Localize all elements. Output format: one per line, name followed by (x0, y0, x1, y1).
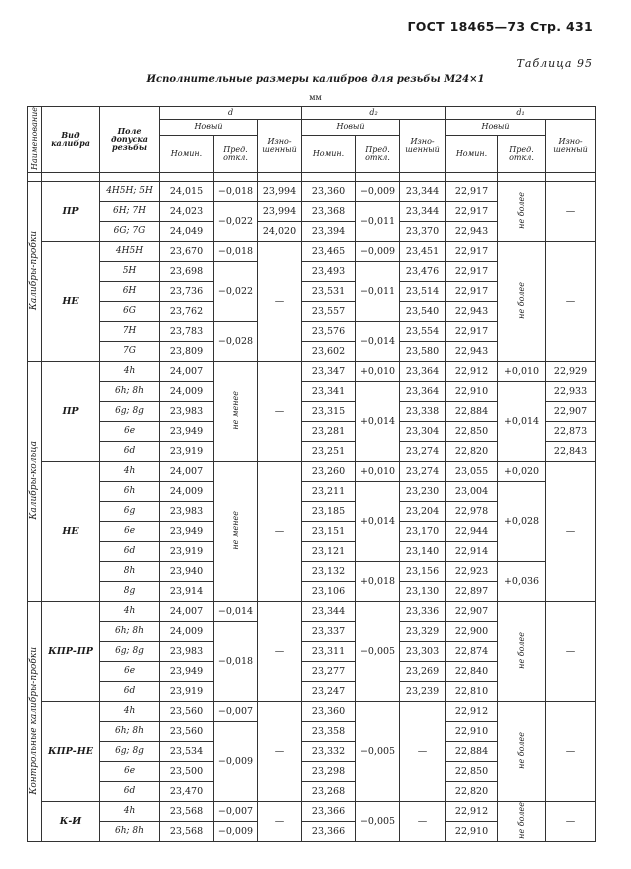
table-cell: 6d (100, 441, 160, 461)
table-cell: — (546, 461, 596, 601)
table-cell: 23,983 (160, 401, 214, 421)
table-cell: 6h; 8h (100, 381, 160, 401)
table-cell: +0,014 (498, 381, 546, 461)
gauge-type: ПР (42, 181, 100, 241)
col-d-new: Новый (160, 120, 258, 136)
table-cell: 22,884 (446, 741, 498, 761)
table-cell (400, 172, 446, 181)
table-cell: — (400, 701, 446, 801)
table-cell: 23,914 (160, 581, 214, 601)
col-gauge-type: Вид калибра (42, 107, 100, 173)
page-title: ГОСТ 18465—73 Стр. 431 (407, 19, 593, 34)
col-d-worn: Изно-шенный (258, 120, 302, 173)
table-cell (498, 172, 546, 181)
table-cell: 23,476 (400, 261, 446, 281)
table-cell: 22,820 (446, 781, 498, 801)
table-row (28, 181, 596, 201)
table-cell: 6h; 8h (100, 822, 160, 842)
table-cell: 23,230 (400, 481, 446, 501)
table-cell: 22,923 (446, 561, 498, 581)
table-cell: 24,009 (160, 481, 214, 501)
table-cell: −0,018 (214, 181, 258, 201)
col-name: Наименование (28, 107, 42, 173)
table-cell: +0,010 (498, 361, 546, 381)
table-cell: 4h (100, 801, 160, 821)
table-cell: 22,910 (446, 381, 498, 401)
table-cell: 22,900 (446, 621, 498, 641)
table-cell: 23,493 (302, 261, 356, 281)
table-cell: 23,949 (160, 661, 214, 681)
table-cell: — (258, 801, 302, 841)
table-cell: 22,840 (446, 661, 498, 681)
note-not-less: не менее (214, 461, 258, 601)
table-cell: — (546, 181, 596, 241)
table-cell (546, 172, 596, 181)
table-cell: −0,014 (214, 601, 258, 621)
table-cell: +0,014 (356, 481, 400, 561)
table-cell: 23,762 (160, 301, 214, 321)
table-cell: 22,820 (446, 441, 498, 461)
note-not-more: не более (498, 701, 546, 801)
table-cell: 23,332 (302, 741, 356, 761)
table-cell: — (546, 701, 596, 801)
table-cell: 23,557 (302, 301, 356, 321)
table-cell: — (258, 601, 302, 701)
col-d: d (160, 107, 302, 120)
col-d1-worn: Изно-шенный (546, 120, 596, 173)
table-cell: 22,917 (446, 261, 498, 281)
table-cell: 6g; 8g (100, 401, 160, 421)
table-cell: 22,843 (546, 441, 596, 461)
col-d2-dev: Пред. откл. (356, 135, 400, 172)
table-cell: 23,540 (400, 301, 446, 321)
table-cell: 23,514 (400, 281, 446, 301)
table-cell: 23,368 (302, 201, 356, 221)
table-cell: 23,268 (302, 781, 356, 801)
table-cell (160, 172, 214, 181)
col-d-nom: Номин. (160, 135, 214, 172)
table-cell: 6h; 8h (100, 721, 160, 741)
table-cell: 23,983 (160, 641, 214, 661)
table-cell: 23,568 (160, 822, 214, 842)
table-cell: 23,370 (400, 221, 446, 241)
table-cell: 22,907 (446, 601, 498, 621)
table-row (28, 361, 596, 381)
table-cell: 24,023 (160, 201, 214, 221)
table-cell: 23,983 (160, 501, 214, 521)
table-cell: 6G (100, 301, 160, 321)
table-cell: — (258, 461, 302, 601)
table-cell: 24,049 (160, 221, 214, 241)
table-cell: −0,028 (214, 321, 258, 361)
table-cell: — (546, 601, 596, 701)
col-d2: d₂ (302, 107, 446, 120)
table-cell: 23,394 (302, 221, 356, 241)
col-d2-new: Новый (302, 120, 400, 136)
table-cell: 24,009 (160, 621, 214, 641)
table-cell: 23,670 (160, 241, 214, 261)
table-cell: 23,337 (302, 621, 356, 641)
col-tolerance: Поле допуска резьбы (100, 107, 160, 173)
table-cell: −0,022 (214, 201, 258, 241)
table-cell: 23,949 (160, 421, 214, 441)
table-cell: 22,943 (446, 301, 498, 321)
table-cell: 23,451 (400, 241, 446, 261)
table-cell (42, 172, 100, 181)
table-cell: 23,329 (400, 621, 446, 641)
table-cell: — (546, 241, 596, 361)
table-cell: 23,156 (400, 561, 446, 581)
table-cell: 23,211 (302, 481, 356, 501)
table-cell: — (546, 801, 596, 841)
table-cell: 4H5H; 5H (100, 181, 160, 201)
col-d1-new: Новый (446, 120, 546, 136)
table-cell: 6g; 8g (100, 741, 160, 761)
note-not-more: не более (498, 241, 546, 361)
table-cell: 23,360 (302, 181, 356, 201)
table-cell: 22,933 (546, 381, 596, 401)
table-cell: 22,907 (546, 401, 596, 421)
table-cell: 23,949 (160, 521, 214, 541)
table-cell: −0,018 (214, 621, 258, 701)
table-cell: 22,912 (446, 801, 498, 821)
table-cell: 23,580 (400, 341, 446, 361)
table-cell: 23,004 (446, 481, 498, 501)
table-cell: 23,298 (302, 761, 356, 781)
table-cell: 22,914 (446, 541, 498, 561)
table-cell: +0,010 (356, 361, 400, 381)
table-cell: 6G; 7G (100, 221, 160, 241)
col-d-dev: Пред. откл. (214, 135, 258, 172)
table-cell: −0,005 (356, 601, 400, 701)
table-cell: +0,010 (356, 461, 400, 481)
table-cell: 23,919 (160, 681, 214, 701)
table-row (28, 561, 596, 581)
table-cell: 23,919 (160, 441, 214, 461)
table-cell: 22,943 (446, 221, 498, 241)
table-cell: 23,554 (400, 321, 446, 341)
table-cell: 23,994 (258, 181, 302, 201)
table-cell: −0,005 (356, 801, 400, 841)
table-cell: 23,132 (302, 561, 356, 581)
table-cell: 23,274 (400, 441, 446, 461)
table-cell: 6d (100, 781, 160, 801)
table-row (28, 381, 596, 401)
table-cell: — (258, 701, 302, 801)
table-cell: −0,009 (214, 822, 258, 842)
table-cell: 24,007 (160, 461, 214, 481)
table-cell: 22,850 (446, 761, 498, 781)
table-cell: 8h (100, 561, 160, 581)
table-cell: 4h (100, 701, 160, 721)
table-row (28, 481, 596, 501)
table-cell: — (258, 241, 302, 361)
table-cell: +0,028 (498, 481, 546, 561)
page-header (0, 19, 631, 39)
table-cell: 22,978 (446, 501, 498, 521)
table-cell: К-И (42, 801, 100, 841)
table-cell: 4H5H (100, 241, 160, 261)
table-cell: 23,994 (258, 201, 302, 221)
table-label: Таблица 95 (516, 57, 593, 70)
table-cell: — (258, 361, 302, 461)
group-label: Калибры-пробки (28, 181, 42, 361)
table-cell: +0,018 (356, 561, 400, 601)
table-cell: 6H; 7H (100, 201, 160, 221)
table-cell: 24,009 (160, 381, 214, 401)
table-cell: 23,185 (302, 501, 356, 521)
table-cell: 6e (100, 421, 160, 441)
table-cell: НЕ (42, 461, 100, 601)
group-label: Калибры-кольца (28, 361, 42, 601)
table-cell (100, 172, 160, 181)
table-cell: 23,311 (302, 641, 356, 661)
table-cell: 23,940 (160, 561, 214, 581)
table-cell: 23,698 (160, 261, 214, 281)
table-row (28, 601, 596, 621)
table-cell: 7G (100, 341, 160, 361)
table-cell: 23,055 (446, 461, 498, 481)
table-cell: 4h (100, 361, 160, 381)
table-cell: НЕ (42, 241, 100, 361)
table-cell: 23,344 (400, 201, 446, 221)
note-not-more: не более (498, 601, 546, 701)
table-cell: 6H (100, 281, 160, 301)
table-cell: 23,338 (400, 401, 446, 421)
table-cell: 23,341 (302, 381, 356, 401)
table-cell: 23,602 (302, 341, 356, 361)
table-cell: +0,036 (498, 561, 546, 601)
table-cell: 23,783 (160, 321, 214, 341)
table-cell: 6h (100, 481, 160, 501)
table-cell: −0,007 (214, 701, 258, 721)
table-cell: — (400, 801, 446, 841)
table-cell: 23,919 (160, 541, 214, 561)
table-cell: 6e (100, 761, 160, 781)
table-cell: 23,344 (400, 181, 446, 201)
table-cell: 22,873 (546, 421, 596, 441)
note-not-more: не более (498, 801, 546, 841)
table-cell: −0,009 (356, 241, 400, 261)
table-cell: 23,366 (302, 801, 356, 821)
table-cell: 22,910 (446, 822, 498, 842)
table-cell: 22,850 (446, 421, 498, 441)
table-cell: 23,360 (302, 701, 356, 721)
table-cell: 24,007 (160, 361, 214, 381)
table-cell: 23,364 (400, 361, 446, 381)
table-cell: КПР-НЕ (42, 701, 100, 801)
table-cell: 4h (100, 601, 160, 621)
table-cell: 23,251 (302, 441, 356, 461)
table-cell: 23,315 (302, 401, 356, 421)
table-cell: −0,011 (356, 261, 400, 321)
table-cell: 24,015 (160, 181, 214, 201)
table-cell: 22,944 (446, 521, 498, 541)
table-cell: −0,009 (356, 181, 400, 201)
table-cell: 5H (100, 261, 160, 281)
table-cell: −0,009 (214, 721, 258, 801)
table-row (28, 461, 596, 481)
table-cell: 6g; 8g (100, 641, 160, 661)
table-cell: 23,560 (160, 701, 214, 721)
table-cell: 22,884 (446, 401, 498, 421)
table-cell: 23,568 (160, 801, 214, 821)
table-cell: 6e (100, 521, 160, 541)
table-cell: 22,943 (446, 341, 498, 361)
table-row (28, 701, 596, 721)
table-cell: 23,277 (302, 661, 356, 681)
table-cell: 22,917 (446, 181, 498, 201)
table-cell: КПР-ПР (42, 601, 100, 701)
table-cell: 22,910 (446, 721, 498, 741)
table-cell (446, 172, 498, 181)
table-row (28, 241, 596, 261)
table-cell: 23,106 (302, 581, 356, 601)
col-d1-dev: Пред. откл. (498, 135, 546, 172)
table-cell: 22,874 (446, 641, 498, 661)
note-not-less: не менее (214, 361, 258, 461)
table-cell: 7H (100, 321, 160, 341)
table-cell: 22,912 (446, 701, 498, 721)
table-cell: −0,005 (356, 701, 400, 801)
table-cell: 22,917 (446, 281, 498, 301)
table-cell: 23,500 (160, 761, 214, 781)
table-cell: 23,170 (400, 521, 446, 541)
table-cell: 22,917 (446, 321, 498, 341)
table-cell: 23,344 (302, 601, 356, 621)
table-cell: 23,534 (160, 741, 214, 761)
col-d2-nom: Номин. (302, 135, 356, 172)
table-cell: 22,810 (446, 681, 498, 701)
table-cell: 23,465 (302, 241, 356, 261)
table-cell: −0,011 (356, 201, 400, 241)
col-d1-nom: Номин. (446, 135, 498, 172)
table-cell: 8g (100, 581, 160, 601)
table-cell: 22,917 (446, 201, 498, 221)
table-cell: 23,358 (302, 721, 356, 741)
table-row (28, 801, 596, 821)
col-d1: d₁ (446, 107, 596, 120)
table-cell: 6h; 8h (100, 621, 160, 641)
table-cell: 23,366 (302, 822, 356, 842)
table-cell: −0,014 (356, 321, 400, 361)
table-cell: 23,304 (400, 421, 446, 441)
table-cell (28, 172, 42, 181)
table-cell: 22,929 (546, 361, 596, 381)
table-cell: 23,364 (400, 381, 446, 401)
table-cell (356, 172, 400, 181)
table-cell: +0,020 (498, 461, 546, 481)
table-cell: 23,140 (400, 541, 446, 561)
table-cell: −0,018 (214, 241, 258, 261)
note-not-more: не более (498, 181, 546, 241)
table-cell: 23,274 (400, 461, 446, 481)
table-cell: 23,121 (302, 541, 356, 561)
table-cell: 23,347 (302, 361, 356, 381)
table-cell (258, 172, 302, 181)
group-label: Контрольные калибры-пробки (28, 601, 42, 841)
table-cell: 6e (100, 661, 160, 681)
table-cell: 23,130 (400, 581, 446, 601)
table-cell: 6d (100, 681, 160, 701)
unit-label: мм (309, 93, 322, 102)
table-cell: 23,303 (400, 641, 446, 661)
table-cell: 23,239 (400, 681, 446, 701)
table-cell: 6d (100, 541, 160, 561)
table-cell: 23,576 (302, 321, 356, 341)
table-cell: 23,336 (400, 601, 446, 621)
table-cell: 22,917 (446, 241, 498, 261)
table-cell: 23,269 (400, 661, 446, 681)
table-cell: 23,260 (302, 461, 356, 481)
table-cell: 23,531 (302, 281, 356, 301)
table-cell: 24,020 (258, 221, 302, 241)
table-cell (214, 172, 258, 181)
table-cell: −0,022 (214, 261, 258, 321)
table-cell: 23,247 (302, 681, 356, 701)
table-cell: 23,809 (160, 341, 214, 361)
table-cell: 23,560 (160, 721, 214, 741)
table-cell: 4h (100, 461, 160, 481)
table-cell: 22,897 (446, 581, 498, 601)
table-cell: 23,151 (302, 521, 356, 541)
table-cell: 23,204 (400, 501, 446, 521)
table-cell: −0,007 (214, 801, 258, 821)
table-cell: 24,007 (160, 601, 214, 621)
table-cell: 23,470 (160, 781, 214, 801)
table-cell: 23,281 (302, 421, 356, 441)
table-cell: 6g (100, 501, 160, 521)
table-cell: +0,014 (356, 381, 400, 461)
table-caption: Исполнительные размеры калибров для резьбы М24×1 (146, 74, 485, 85)
col-d2-worn: Изно-шенный (400, 120, 446, 173)
table-cell: ПР (42, 361, 100, 461)
gauge-table (27, 106, 596, 842)
table-cell: 22,912 (446, 361, 498, 381)
table-cell (302, 172, 356, 181)
table-cell: 23,736 (160, 281, 214, 301)
